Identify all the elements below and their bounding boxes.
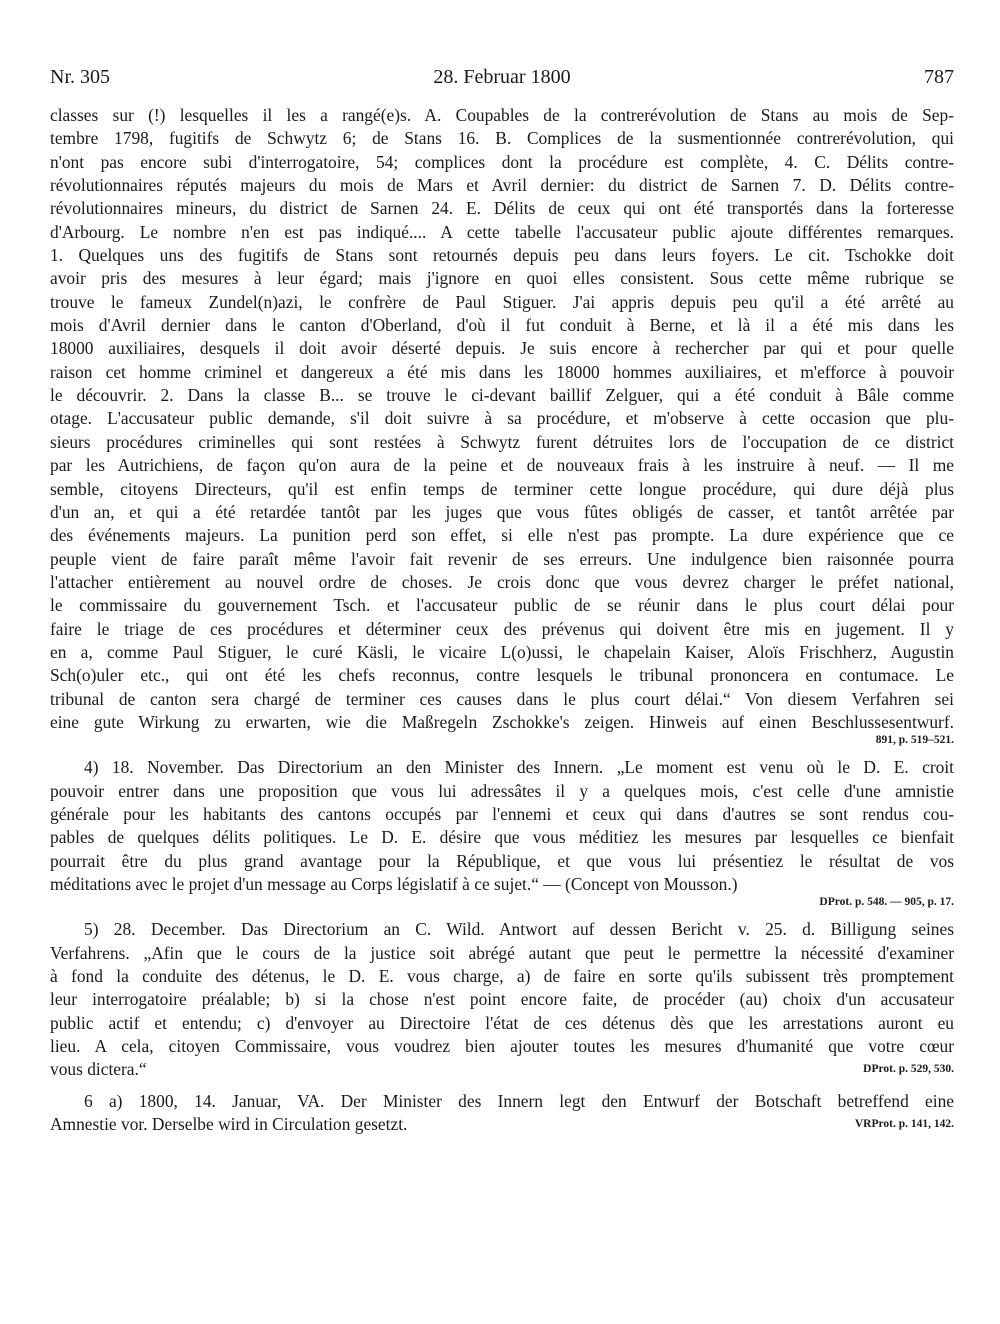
- text-line: en a, comme Paul Stiguer, le curé Käsli, le vicaire L(o)ussi, le chapelain Kaiser, Aloïs Frischherz, Augustin: [50, 641, 954, 662]
- text-line: [50, 1113, 954, 1136]
- text-line: raison cet homme criminel et dangereux a été mis dans les 18000 hommes auxiliaires, et m'efforce à pouvoir: [50, 361, 954, 382]
- text-line: pouvoir entrer dans une proposition que vous lui adressâtes il y a quelques mois, c'est celle d'une amnistie: [50, 780, 954, 801]
- source-reference: VRProt. p. 141, 142.: [854, 1118, 954, 1131]
- page-number: 787: [924, 66, 954, 88]
- source-reference: DProt. p. 548. — 905, p. 17.: [819, 896, 954, 909]
- paragraph-3: [50, 918, 954, 1081]
- text-line: générale pour les habitants des cantons occupés par l'ennemi et ceux qui dans d'autres se sont rendus cou-: [50, 803, 954, 824]
- text-line: leur interrogatoire préalable; b) si la chose n'est point encore faite, de procéder (au) choix d'un accusateur: [50, 989, 954, 1010]
- text-line: otage. L'accusateur public demande, s'il doit suivre à sa procédure, et m'observe à cette occasion que plu-: [50, 408, 954, 429]
- text-line: l'attacher entièrement au nouvel ordre de choses. Je crois donc que vous devrez charger le préfet national,: [50, 571, 954, 592]
- text-line: le commissaire du gouvernement Tsch. et l'accusateur public de se réunir dans le plus court délai pour: [50, 595, 954, 616]
- text-line: d'un an, et qui a été retardée tantôt par les juges que vous fûtes obligés de casser, et tantôt arrêtée par: [50, 501, 954, 522]
- body-text: [50, 104, 954, 1136]
- paragraph-1: [50, 104, 954, 748]
- paragraph-gap: [50, 1082, 954, 1090]
- text-line: à fond la conduite des détenus, le D. E. vous charge, a) de faire en sorte qu'ils subissent très promptement: [50, 966, 954, 987]
- text-line: par les Autrichiens, de façon qu'on aura de la peine et de nouveaux frais à les instruire à neuf. — Il me: [50, 455, 954, 476]
- text-line: pables de quelques délits politiques. Le D. E. désire que vous méditiez les mesures par lesquelles ce bienfait: [50, 827, 954, 848]
- source-reference: 891, p. 519–521.: [875, 734, 954, 747]
- text-line: [50, 1058, 954, 1081]
- closing-text: Amnestie vor. Derselbe wird in Circulation gesetzt.: [50, 1114, 408, 1135]
- text-line: eine gute Wirkung zu erwarten, wie die Maßregeln Zschokke's zeigen. Hinweis auf einen Beschlussesentwurf.: [50, 711, 954, 732]
- text-line: tribunal de canton sera chargé de terminer ces causes dans le plus court délai.“ Von diesem Verfahren sei: [50, 688, 954, 709]
- text-line: révolutionnaires réputés majeurs du mois de Mars et Avril dernier: du district de Sarnen 7. D. Délits contre-: [50, 175, 954, 196]
- text-line: peuple vient de faire paraît même l'avoir fait revenir de ses erreurs. Une indulgence bien raisonnée pourra: [50, 548, 954, 569]
- text-line: pourrait être du plus grand avantage pour la République, et que vous lui présentiez le résultat de vos: [50, 850, 954, 871]
- text-line: avoir pris des mesures à leur égard; mais j'ignore en quoi elles consistent. Sous cette même rubrique se: [50, 268, 954, 289]
- text-line: 18000 auxiliaires, desquels il doit avoir déserté depuis. Je suis encore à rechercher par qui et pour quelle: [50, 338, 954, 359]
- text-line: le découvrir. 2. Dans la classe B... se trouve le ci-devant baillif Zelguer, qui a été conduit à Bâle comme: [50, 385, 954, 406]
- document-number: Nr. 305: [50, 66, 110, 88]
- text-line: sieurs procédures criminelles qui sont restées à Schwytz furent détruites lors de l'occupation de ce district: [50, 431, 954, 452]
- source-reference: DProt. p. 529, 530.: [863, 1063, 954, 1076]
- text-line: 1. Quelques uns des fugitifs de Stans sont retournés depuis peu dans leurs foyers. Le cit. Tschokke doit: [50, 245, 954, 266]
- text-line: d'Arbourg. Le nombre n'en est pas indiqué.... A cette tabelle l'accusateur public ajoute différentes remarques.: [50, 221, 954, 242]
- text-line: 4) 18. November. Das Directorium an den Minister des Innern. „Le moment est venu où le D. E. croit: [84, 757, 954, 778]
- text-line: Verfahrens. „Afin que le cours de la justice soit abrégé autant que peut le permettre la nécessité d'examiner: [50, 942, 954, 963]
- text-line: méditations avec le projet d'un message au Corps législatif à ce sujet.“ — (Concept von Mousson.): [50, 874, 738, 894]
- text-line: tembre 1798, fugitifs de Schwytz 6; de Stans 16. B. Complices de la susmentionnée contrerévolution, qui: [50, 128, 954, 149]
- text-line: des événements majeurs. La punition perd son effet, si elle n'est pas prompte. La dure expérience que ce: [50, 525, 954, 546]
- text-line: 6 a) 1800, 14. Januar, VA. Der Minister des Innern legt den Entwurf der Botschaft betreffend eine: [84, 1090, 954, 1111]
- paragraph-2: [50, 756, 954, 910]
- paragraph-4: [50, 1090, 954, 1137]
- text-line: 5) 28. December. Das Directorium an C. Wild. Antwort auf dessen Bericht v. 25. d. Billigung seines: [84, 919, 954, 940]
- closing-text: vous dictera.“: [50, 1059, 147, 1080]
- text-line: faire le triage de ces procédures et déterminer ceux des prévenus qui doivent être mis en jugement. Il y: [50, 618, 954, 639]
- text-line: semble, citoyens Directeurs, qu'il est enfin temps de terminer cette longue procédure, qui dure déjà plus: [50, 478, 954, 499]
- page-date: 28. Februar 1800: [433, 66, 571, 88]
- text-line: lieu. A cela, citoyen Commissaire, vous voudrez bien ajouter toutes les mesures d'humanité que votre cœur: [50, 1036, 954, 1057]
- paragraph-gap: [50, 748, 954, 756]
- text-line: trouve le fameux Zundel(n)azi, le confrère de Paul Stiguer. J'ai appris depuis peu qu'il a été arrêté au: [50, 291, 954, 312]
- paragraph-gap: [50, 910, 954, 918]
- text-line: public actif et entendu; c) d'envoyer au Directoire l'état de ces détenus dès que les arrestations auront eu: [50, 1012, 954, 1033]
- text-line: révolutionnaires mineurs, du district de Sarnen 24. E. Délits de ceux qui ont été transportés dans la forteresse: [50, 198, 954, 219]
- text-line: Sch(o)uler etc., qui ont été les chefs reconnus, contre lesquels le tribunal prononcera en contumace. Le: [50, 665, 954, 686]
- text-line: mois d'Avril dernier dans le canton d'Oberland, d'où il fut conduit à Berne, et là il a été mis dans les: [50, 315, 954, 336]
- text-line: n'ont pas encore subi d'interrogatoire, 54; complices dont la procédure est complète, 4. C. Délits contre-: [50, 151, 954, 172]
- running-head: [50, 66, 954, 96]
- text-line: classes sur (!) lesquelles il les a rangé(e)s. A. Coupables de la contrerévolution de Stans au mois de Sep-: [50, 105, 954, 125]
